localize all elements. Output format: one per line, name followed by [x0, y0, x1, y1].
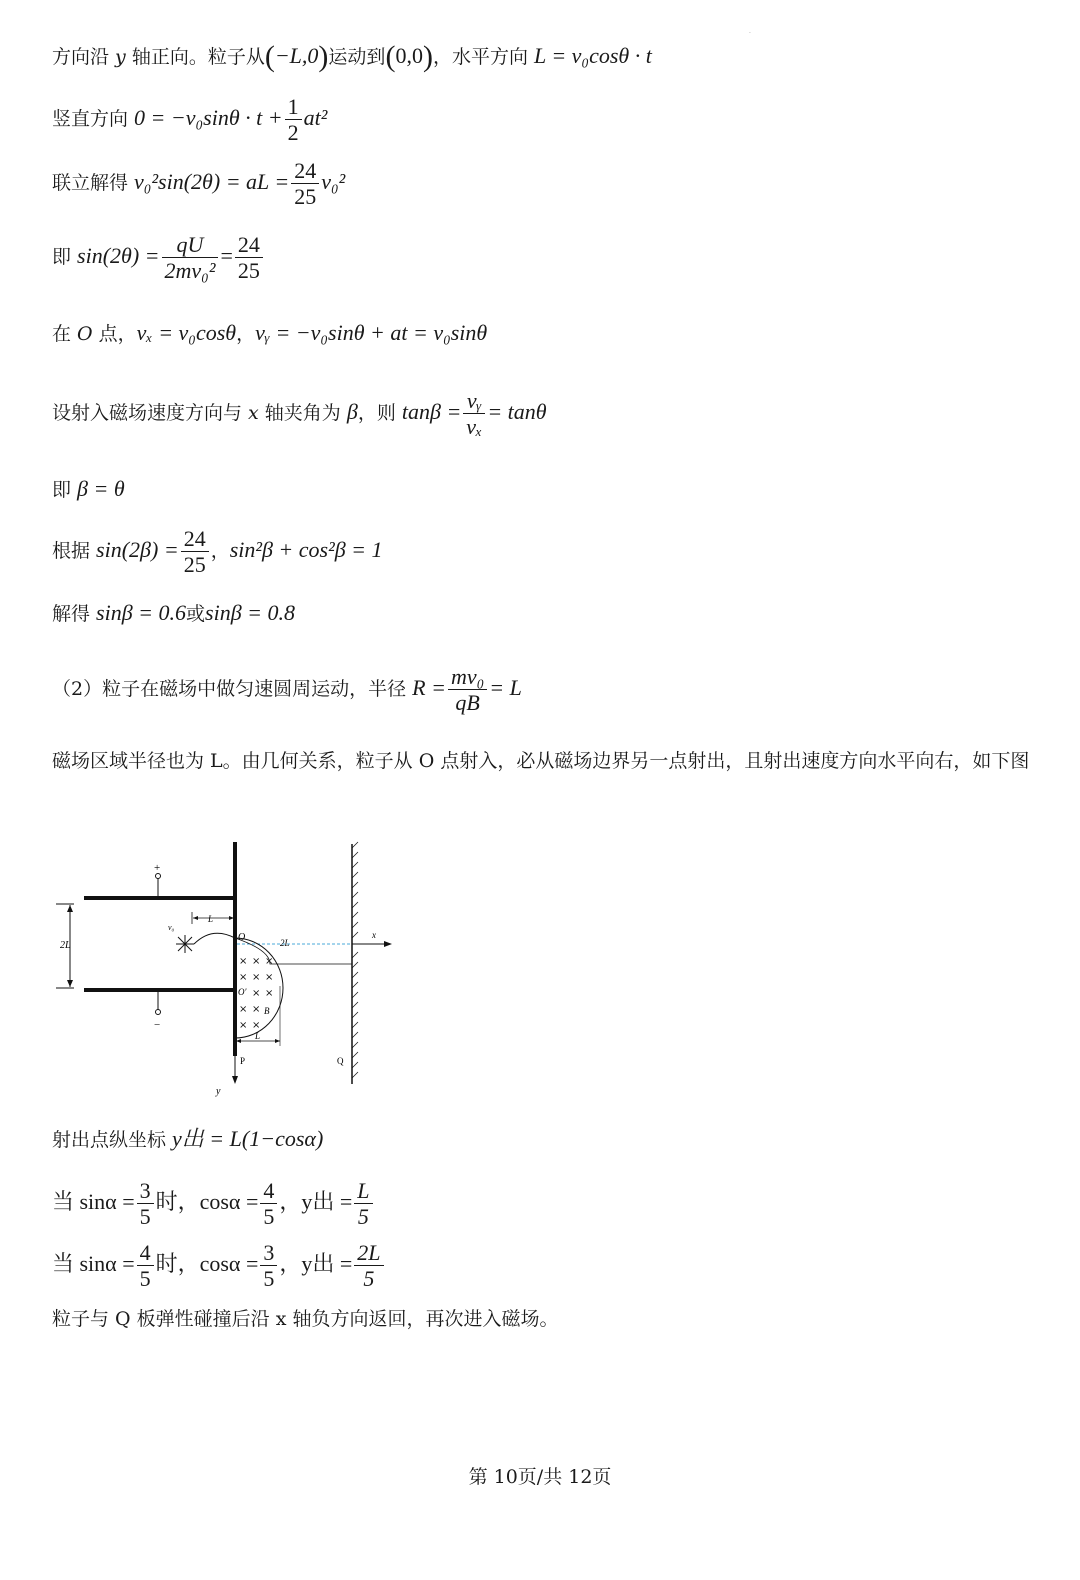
equation-part: = L	[489, 674, 522, 700]
equation-part: = tanθ	[487, 398, 547, 424]
label: 竖直方向	[52, 107, 135, 130]
line-3	[52, 158, 345, 210]
text: 运动到	[328, 46, 386, 68]
fraction: $\frac{4}{5}$	[137, 1240, 154, 1292]
y-axis-label: y	[216, 1086, 221, 1097]
page-number: 第 10页/共 12页	[468, 1466, 612, 1488]
distance-L-bottom: L	[255, 1031, 261, 1041]
fraction: $\frac{24}{25}$	[291, 158, 319, 210]
fraction: $\frac{qU}{\text{2mv₀²}}$	[162, 232, 219, 284]
line-1: 方向沿 y 轴正向。粒子从(−L,0)运动到(0,0)，水平方向 L = v₀cosθ · t	[52, 40, 652, 73]
line-10: （2）粒子在磁场中做匀速圆周运动，半径 R = $\frac{\text{mv₀}}{qB}$ = L	[52, 664, 522, 716]
field-diagram	[52, 838, 402, 1100]
svg-text:×: ×	[252, 1004, 261, 1015]
minus-sign: −	[154, 1019, 161, 1031]
text: 方向沿	[52, 46, 116, 68]
plate-P-label: P	[240, 1056, 246, 1066]
var-y: y	[115, 46, 126, 68]
equation: β = θ	[77, 476, 125, 501]
x-axis-label: x	[372, 930, 376, 940]
scan-speck: ·	[749, 30, 751, 37]
line-4: 即 sin(2θ) = $\frac{qU}{\text{2mv₀²}}$ = $\frac{24}{25}$	[52, 232, 265, 284]
equation-horizontal: L = v₀cosθ · t	[533, 43, 652, 68]
fraction: $\frac{1}{2}$	[285, 94, 302, 146]
svg-text:×: ×	[252, 972, 261, 983]
label: 联立解得	[52, 171, 135, 194]
equation-part: sinβ = 0.6	[96, 600, 187, 625]
distance-L-top: L	[208, 914, 214, 924]
distance-2L: 2L	[280, 938, 290, 948]
equation-part: sin(2β) =	[96, 536, 179, 562]
equation-part: R =	[412, 674, 446, 700]
fraction: $\frac{\text{mv₀}}{qB}$	[448, 664, 487, 716]
line-8: 根据 sin(2β) = $\frac{24}{25}$ ，sin²β + cos²β = 1	[52, 526, 383, 578]
equation-vx: vₓ = v₀cosθ	[136, 320, 237, 345]
plate-Q-label: Q	[337, 1056, 344, 1066]
paragraph-geometry: 磁场区域半径也为 L。由几何关系，粒子从 O 点射入，必从磁场边界另一点射出，且射出速度方向水平向右，如下图	[52, 750, 1030, 772]
svg-text:×: ×	[252, 1020, 261, 1031]
fraction: $\frac{4}{5}$	[260, 1178, 277, 1230]
plate-Q-hatching	[352, 842, 358, 1078]
fraction: $\frac{\text{vᵧ}}{\text{vₓ}}$	[463, 388, 485, 440]
equation-part: at²	[303, 104, 328, 130]
svg-text:×: ×	[265, 956, 274, 967]
line-6: 设射入磁场速度方向与 x 轴夹角为 β，则 tanβ = $\frac{\text{vᵧ}}{\text{vₓ}}$ = tanθ	[52, 388, 547, 440]
equation-part: tanβ =	[401, 398, 462, 424]
svg-text:×: ×	[252, 956, 261, 967]
line-12: 当 sinα = $\frac{3}{5}$ 时，cosα = $\frac{4}{5}$ ，y出 = $\frac{L}{5}$	[52, 1178, 375, 1230]
svg-text:×: ×	[265, 972, 274, 983]
particle-source-icon	[176, 935, 194, 953]
svg-text:×: ×	[252, 988, 261, 999]
equation-part: v₀²	[321, 168, 346, 194]
center-O-prime: O′	[238, 987, 247, 997]
label: 即	[52, 245, 78, 268]
equation-part: sin(2θ) =	[77, 242, 160, 268]
fraction: $\frac{24}{25}$	[181, 526, 209, 578]
gap-label: 2L	[60, 940, 71, 951]
svg-text:×: ×	[239, 956, 248, 967]
fraction: $\frac{L}{5}$	[354, 1178, 372, 1230]
equation-exit-y: y出 = L(1−cosα)	[172, 1126, 324, 1151]
fraction: $\frac{3}{5}$	[260, 1240, 277, 1292]
equation-part: v₀²sin(2θ) = aL =	[134, 168, 290, 194]
line-14: 粒子与 Q 板弹性碰撞后沿 x 轴负方向返回，再次进入磁场。	[52, 1308, 559, 1330]
equation-part: sinβ = 0.8	[205, 600, 296, 625]
line-2	[52, 94, 327, 146]
line-5: 在 O 点，vₓ = v₀cosθ，vᵧ = −v₀sinθ + at = v₀sinθ	[52, 320, 488, 345]
plus-sign: +	[154, 862, 161, 874]
fraction: $\frac{2L}{5}$	[354, 1240, 383, 1292]
line-13: 当 sinα = $\frac{4}{5}$ 时，cosα = $\frac{3}{5}$ ，y出 = $\frac{2L}{5}$	[52, 1240, 386, 1292]
point-O: O	[77, 323, 93, 345]
line-11: 射出点纵坐标 y出 = L(1−cosα)	[52, 1126, 324, 1151]
svg-text:×: ×	[265, 988, 274, 999]
fraction: $\frac{3}{5}$	[137, 1178, 154, 1230]
text: 轴正向。粒子从	[125, 46, 265, 68]
point-origin: 0,0	[395, 43, 423, 68]
line-7: 即 β = θ	[52, 476, 125, 501]
fraction: $\frac{24}{25}$	[235, 232, 263, 284]
line-9: 解得 sinβ = 0.6或sinβ = 0.8	[52, 600, 296, 625]
svg-text:×: ×	[239, 972, 248, 983]
text: ，水平方向	[432, 46, 534, 68]
svg-text:×: ×	[239, 1004, 248, 1015]
point-start: −L,0	[274, 43, 319, 68]
point-O-label: O	[238, 932, 246, 943]
svg-text:×: ×	[239, 1020, 248, 1031]
v0-label: v₀	[168, 923, 175, 932]
field-B-label: B	[264, 1006, 270, 1016]
equation-part: 0 = −v₀sinθ · t +	[134, 104, 283, 130]
equation-part: sin²β + cos²β = 1	[229, 536, 383, 562]
equation-vy: vᵧ = −v₀sinθ + at = v₀sinθ	[255, 320, 488, 345]
